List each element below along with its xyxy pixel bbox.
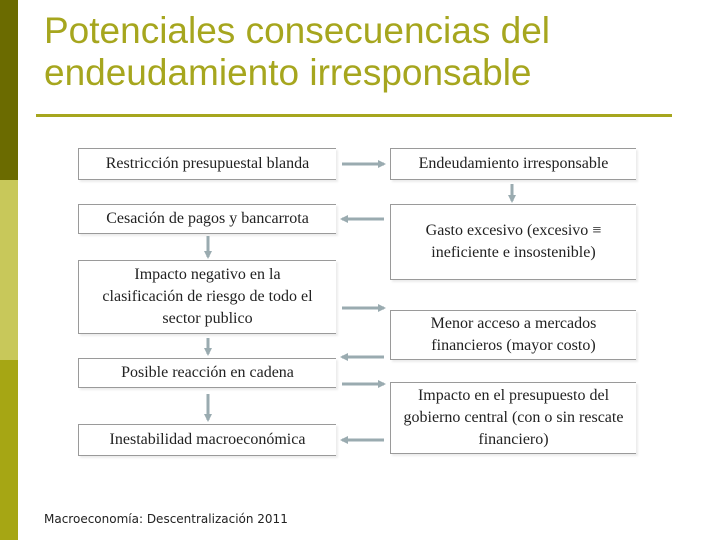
box-label: Restricción presupuestal blanda bbox=[105, 155, 310, 172]
box-label: Menor acceso a mercados financieros (mayor costo) bbox=[430, 315, 597, 354]
box-label: Inestabilidad macroeconómica bbox=[109, 431, 306, 448]
box-label: Cesación de pagos y bancarrota bbox=[106, 210, 309, 227]
box-label: Gasto excesivo (excesivo ≡ ineficiente e insostenible) bbox=[425, 222, 602, 261]
box-label: Impacto negativo en la clasificación de riesgo de todo el sector publico bbox=[102, 266, 313, 327]
box-label: Posible reacción en cadena bbox=[121, 364, 294, 381]
title-line-2: endeudamiento irresponsable bbox=[44, 52, 532, 93]
title-line-1: Potenciales consecuencias del bbox=[44, 10, 550, 51]
box-label: Impacto en el presupuesto del gobierno central (con o sin rescate financiero) bbox=[403, 387, 624, 448]
box-label: Endeudamiento irresponsable bbox=[418, 155, 609, 172]
slide-footer: Macroeconomía: Descentralización 2011 bbox=[44, 512, 288, 526]
